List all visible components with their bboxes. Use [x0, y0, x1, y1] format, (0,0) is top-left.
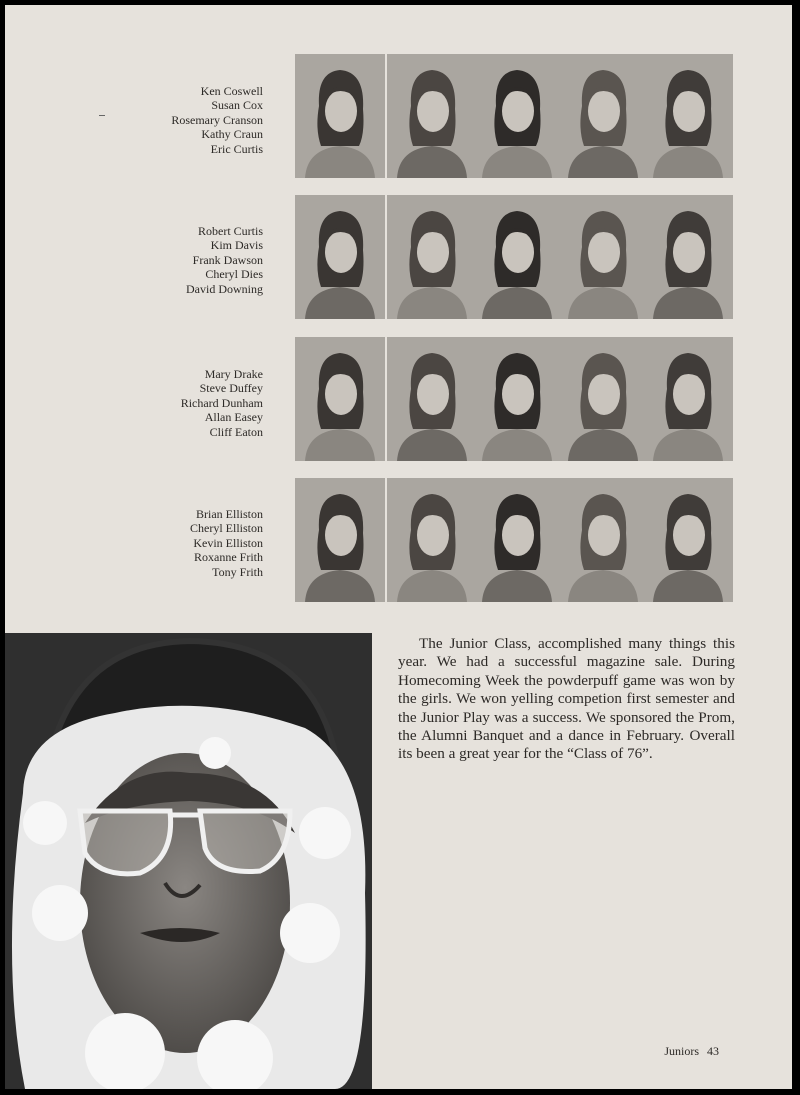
- student-portrait: [295, 54, 385, 178]
- portrait-silhouette: [472, 195, 562, 319]
- name-list-2: [5, 224, 263, 296]
- student-portrait: [472, 478, 562, 602]
- portrait-silhouette: [643, 195, 733, 319]
- portrait-silhouette: [295, 195, 385, 319]
- portrait-silhouette: [295, 54, 385, 178]
- page-footer: [664, 1044, 719, 1059]
- student-name: Rosemary Cranson: [171, 112, 263, 127]
- student-name: Brian Elliston: [196, 507, 263, 521]
- student-portrait: [643, 54, 733, 178]
- student-portrait: [558, 478, 648, 602]
- student-portrait: [472, 54, 562, 178]
- student-portrait: [558, 195, 648, 319]
- portrait-silhouette: [558, 54, 648, 178]
- student-name: Richard Dunham: [180, 395, 263, 410]
- student-name: Cheryl Dies: [205, 267, 263, 282]
- portrait-silhouette: [295, 478, 385, 602]
- portrait-silhouette: [387, 54, 477, 178]
- student-portrait: [387, 54, 477, 178]
- portrait-silhouette: [558, 337, 648, 461]
- portrait-silhouette: [472, 337, 562, 461]
- student-portrait: [295, 478, 385, 602]
- portrait-silhouette: [558, 478, 648, 602]
- student-name: Ken Coswell: [200, 84, 263, 98]
- student-name: Tony Frith: [212, 564, 263, 579]
- student-portrait: [558, 337, 648, 461]
- portrait-silhouette: [387, 337, 477, 461]
- student-portrait: [295, 195, 385, 319]
- student-name: Steve Duffey: [199, 381, 263, 396]
- student-portrait: [643, 337, 733, 461]
- student-portrait: [295, 337, 385, 461]
- student-name: Frank Dawson: [192, 252, 263, 267]
- student-portrait: [472, 337, 562, 461]
- student-portrait: [387, 337, 477, 461]
- hooded-student-illustration: [5, 633, 372, 1089]
- student-name: Mary Drake: [204, 367, 263, 381]
- portrait-silhouette: [558, 195, 648, 319]
- portrait-silhouette: [472, 478, 562, 602]
- portrait-silhouette: [643, 337, 733, 461]
- candid-photo: [5, 633, 372, 1089]
- student-portrait: [387, 195, 477, 319]
- section-label: Juniors: [664, 1044, 699, 1058]
- name-list-1: [5, 84, 263, 156]
- student-portrait: [387, 478, 477, 602]
- portrait-silhouette: [387, 478, 477, 602]
- student-name: Cheryl Elliston: [190, 521, 263, 536]
- student-portrait: [643, 195, 733, 319]
- student-name: Allan Easey: [204, 410, 263, 425]
- student-name: Kevin Elliston: [193, 535, 263, 550]
- student-name: Roxanne Frith: [194, 550, 263, 565]
- portrait-silhouette: [472, 54, 562, 178]
- student-portrait: [558, 54, 648, 178]
- student-name: Susan Cox: [211, 98, 263, 113]
- student-portrait: [643, 478, 733, 602]
- student-name: Robert Curtis: [198, 224, 263, 238]
- student-name: Eric Curtis: [210, 141, 263, 156]
- page-number: 43: [707, 1044, 719, 1058]
- name-list-4: [5, 507, 263, 579]
- name-list-3: [5, 367, 263, 439]
- portrait-silhouette: [387, 195, 477, 319]
- student-name: Cliff Eaton: [209, 424, 263, 439]
- student-name: Kim Davis: [210, 238, 263, 253]
- portrait-silhouette: [643, 54, 733, 178]
- story-paragraph: The Junior Class, accomplished many things this year. We had a successful magazine sale. During Homecoming Week the powderpuff game was won by the girls. We won yelling competion first semester and the Junior Play was a success. We sponsored the Prom, the Alumni Banquet and a dance in February. Overall its been a great year for the “Class of 76”.: [398, 635, 735, 763]
- student-name: David Downing: [186, 281, 263, 296]
- student-portrait: [472, 195, 562, 319]
- yearbook-page: [5, 5, 792, 1089]
- portrait-silhouette: [643, 478, 733, 602]
- portrait-silhouette: [295, 337, 385, 461]
- student-name: Kathy Craun: [201, 127, 263, 142]
